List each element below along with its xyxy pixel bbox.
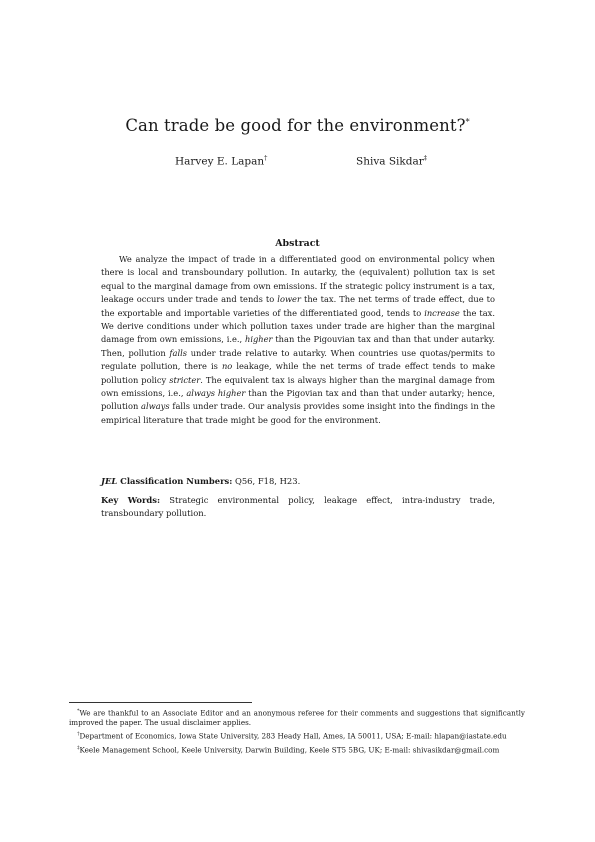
- abstract-text: than the Pigovian tax and than that under autarky; hence, pollution: [101, 388, 495, 412]
- title-text: Can trade be good for the environment?: [125, 116, 466, 135]
- abstract-emphasis: stricter: [169, 374, 201, 385]
- author-name: Shiva Sikdar: [356, 155, 424, 168]
- abstract-text: We analyze the impact of trade in a differentiated good on environmental policy when there is local and transboundary pollution. In autarky, the (equivalent) pollution tax is set equal to the marginal damage from own emissions. If the strategic policy instrument is a tax, leakage occurs under trade and tends to: [101, 254, 495, 305]
- jel-classification: [101, 475, 495, 488]
- keywords-value: Strategic environmental policy, leakage effect, intra-industry trade, transboundary pollution.: [101, 495, 495, 519]
- abstract-heading: Abstract: [275, 238, 320, 249]
- abstract-emphasis: increase: [424, 307, 460, 318]
- abstract-emphasis: falls: [169, 347, 188, 358]
- author-footnote-marker: †: [264, 154, 268, 162]
- paper-title: [0, 116, 595, 135]
- footnote-author-lapan: [69, 729, 525, 741]
- abstract-text: under trade relative to autarky. When countries use quotas/permits to regulate pollution, there is: [101, 347, 496, 372]
- footnote-text: Department of Economics, Iowa State University, 283 Heady Hall, Ames, IA 50011, USA; E-mail: hlapan@iastate.edu: [79, 731, 507, 741]
- jel-abbrev: JEL: [101, 476, 118, 486]
- abstract-text: . The equivalent tax is always higher than the marginal damage from own emissions, i.e.,: [101, 374, 495, 399]
- abstract-text: than the Pigouvian tax and than that under autarky. Then, pollution: [101, 334, 495, 358]
- abstract-text: leakage, while the net terms of trade effect tends to make pollution policy: [101, 361, 495, 385]
- footnote-text: We are thankful to an Associate Editor and an anonymous referee for their comments and suggestions that significantly improved the paper. The usual disclaimer applies.: [69, 708, 525, 728]
- footnote-marker: †: [77, 731, 80, 738]
- author-name: Harvey E. Lapan: [175, 155, 265, 168]
- abstract-emphasis: higher: [244, 334, 273, 345]
- jel-codes: Q56, F18, H23.: [232, 476, 301, 486]
- title-footnote-marker: *: [465, 117, 470, 127]
- footnote-text: Keele Management School, Keele University, Darwin Building, Keele ST5 5BG, UK; E-mail: shivasikdar@gmail.com: [79, 745, 500, 755]
- abstract-emphasis: always higher: [186, 388, 246, 399]
- footnotes: [69, 706, 525, 756]
- key-words: [101, 494, 495, 521]
- author-footnote-marker: ‡: [423, 154, 428, 162]
- jel-label-rest: Classification Numbers:: [117, 476, 233, 486]
- footnote-marker: ‡: [77, 744, 80, 751]
- keywords-label: Key Words:: [101, 495, 161, 505]
- footnote-divider: [69, 702, 252, 703]
- abstract-emphasis: always: [141, 401, 170, 412]
- author-lapan: [175, 154, 267, 168]
- author-sikdar: [356, 154, 427, 168]
- jel-label: [101, 476, 232, 486]
- footnote-author-sikdar: [69, 743, 525, 755]
- abstract-body: [101, 253, 495, 427]
- abstract-text: falls under trade. Our analysis provides some insight into the findings in the empirical literature that trade might be good for the environment.: [101, 401, 495, 425]
- footnote-marker: *: [77, 708, 80, 714]
- abstract-text: the tax. The net terms of trade effect, due to the exportable and importable varieties of the differentiated good, tends to: [101, 294, 496, 318]
- abstract-text: the tax. We derive conditions under which pollution taxes under trade are higher than the marginal damage from own emissions, i.e.,: [101, 307, 495, 345]
- abstract-emphasis: lower: [277, 294, 301, 305]
- abstract-emphasis: no: [221, 361, 233, 372]
- footnote-acknowledgment: [69, 706, 525, 728]
